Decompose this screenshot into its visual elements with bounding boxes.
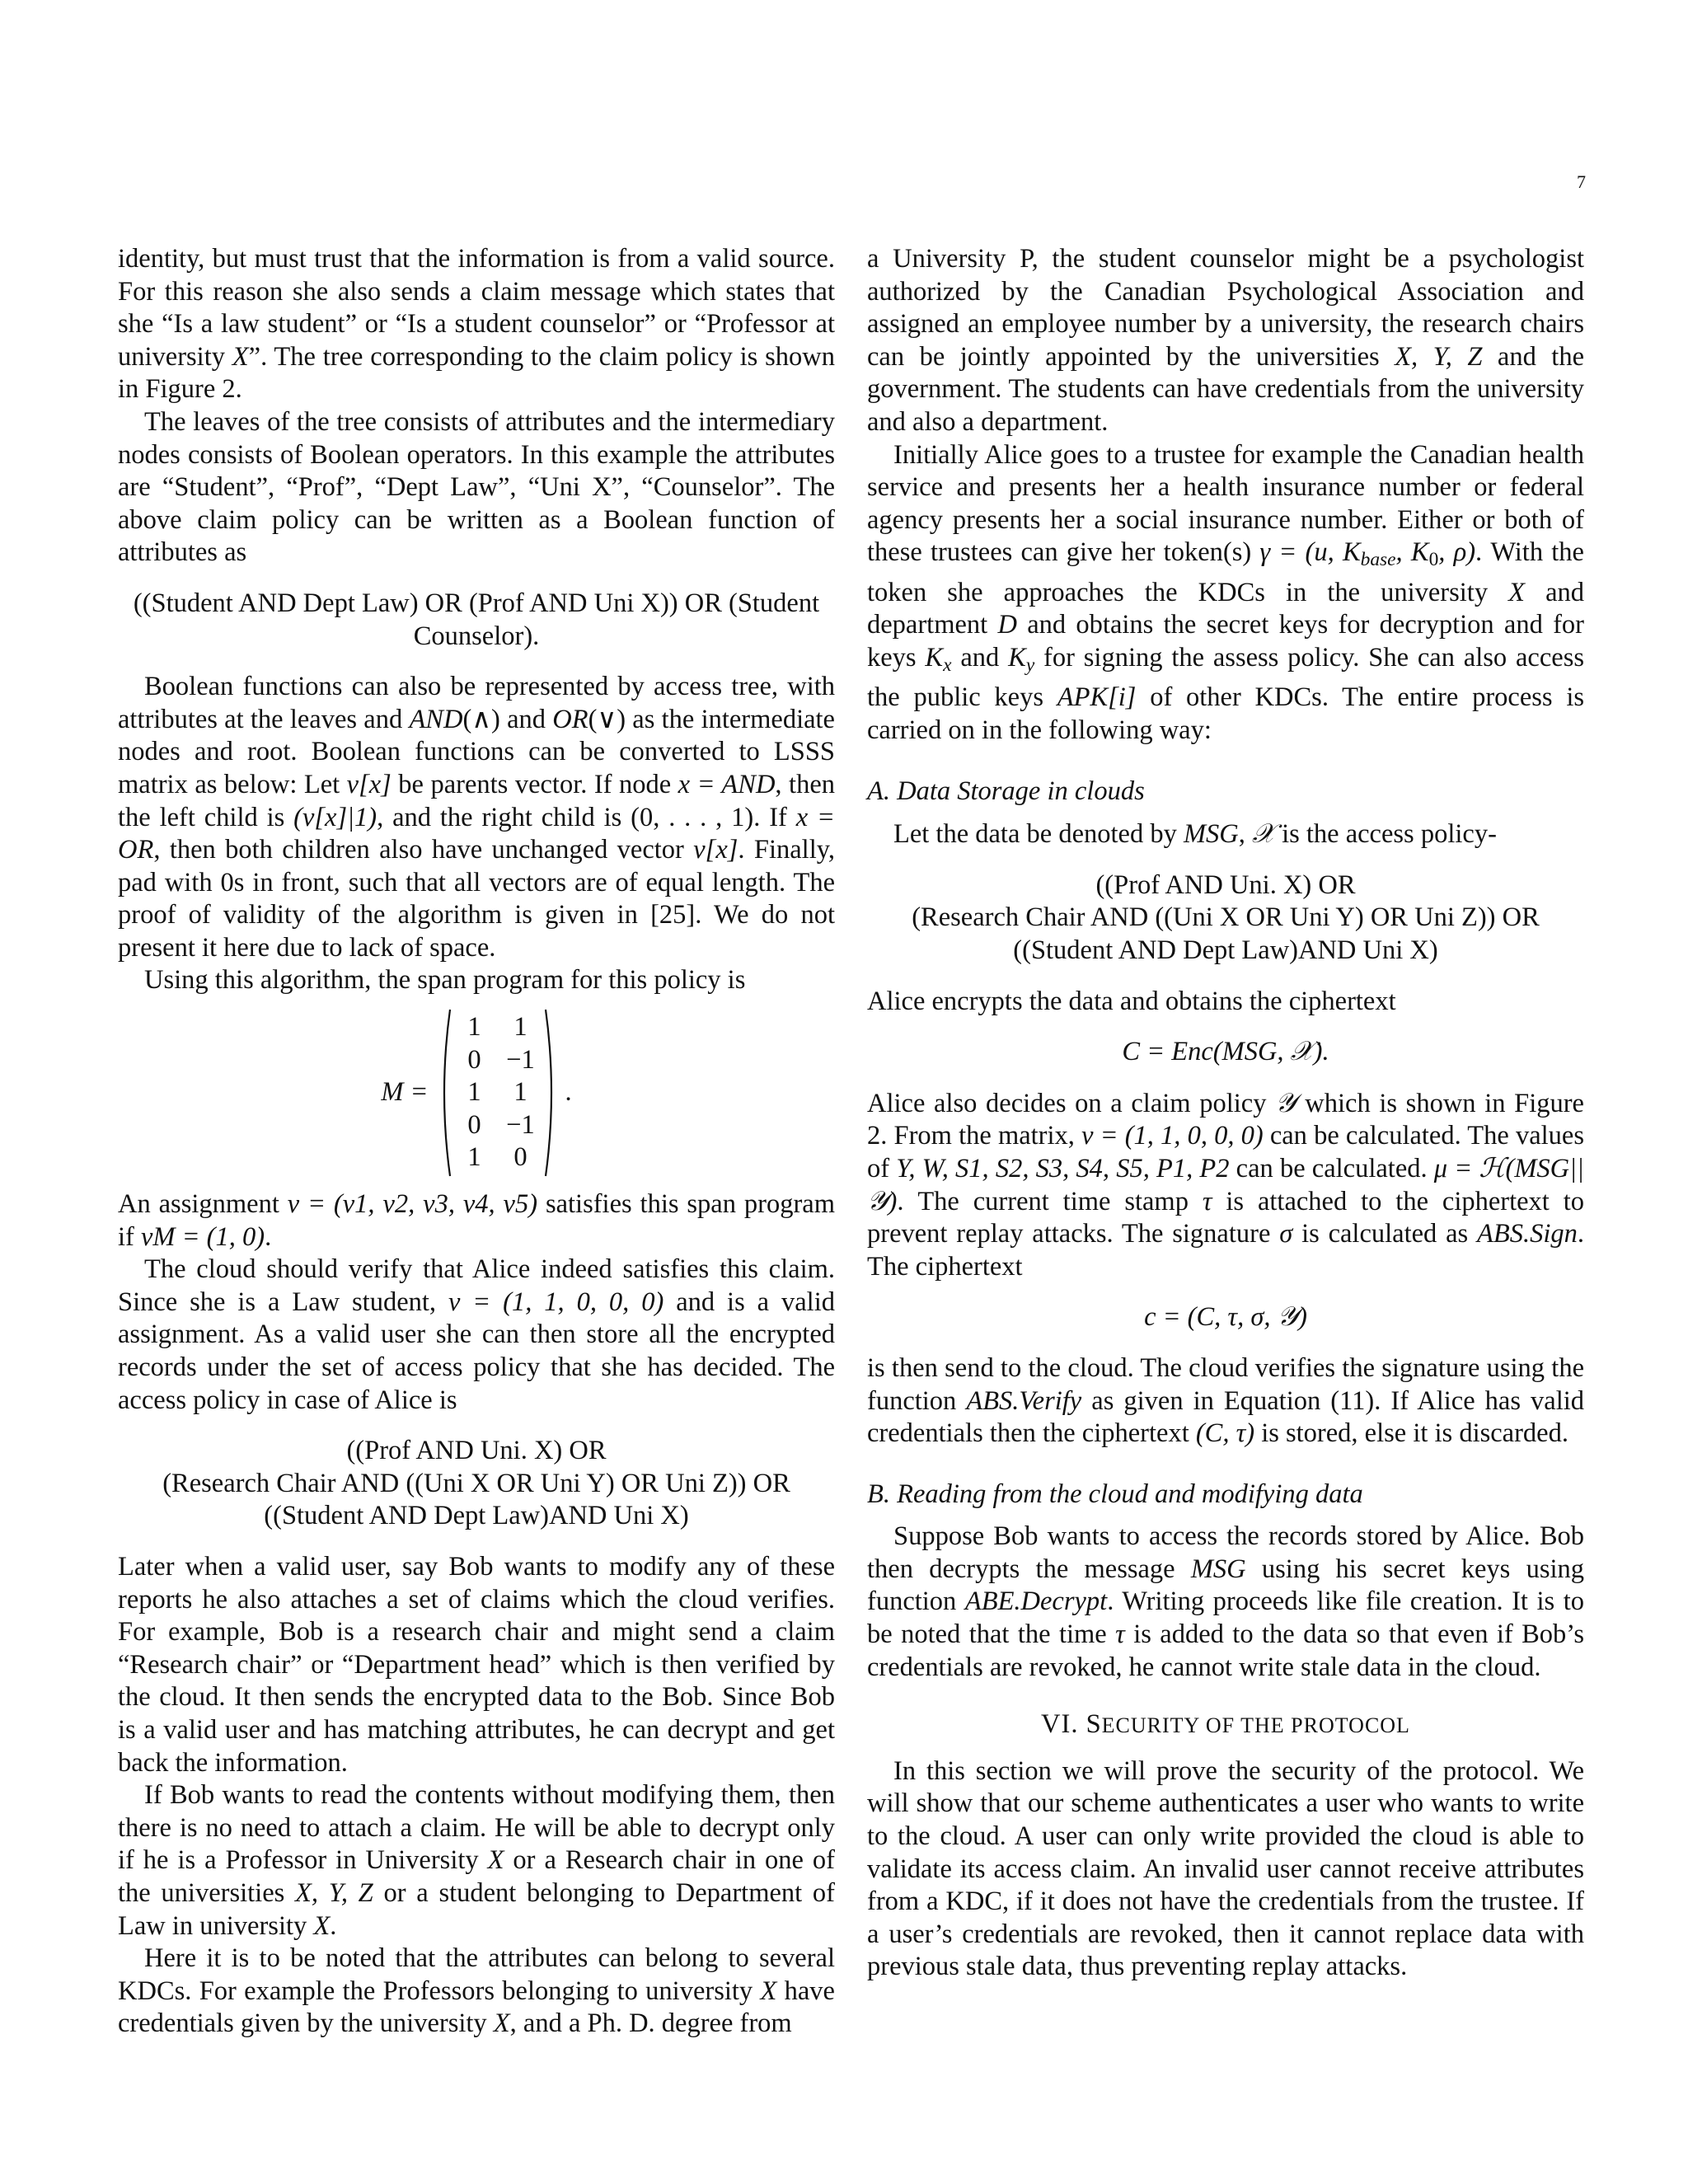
ciphertext-equation: c = (C, τ, σ, 𝒴) (1144, 1302, 1307, 1333)
paragraph: Using this algorithm, the span program for this policy is (144, 965, 746, 996)
matrix-cell: −1 (506, 1044, 535, 1075)
subsection-heading-b: B. Reading from the cloud and modifying data (867, 1479, 1363, 1509)
matrix-cell: 1 (513, 1077, 528, 1108)
paragraph: The leaves of the tree consists of attributes and the intermediary nodes consists of Boolean operators. In this example the attributes are “Student”, “Prof”, “Dept Law”, “Uni X”, “Counselor”. The above claim policy can be written as a Boolean function of attributes as (118, 406, 835, 568)
matrix-cell: −1 (506, 1109, 535, 1140)
claim-policy-formula: ((Student AND Dept Law) OR (Prof AND Uni X)) OR (Student Counselor). (133, 588, 820, 651)
paragraph: An assignment v = (v1, v2, v3, v4, v5) satisfies this span program if vM = (1, 0). (118, 1189, 835, 1252)
matrix-lhs: M = (381, 1077, 429, 1108)
span-program-matrix (118, 1004, 835, 1182)
paragraph: Alice also decides on a claim policy 𝒴 which is shown in Figure 2. From the matrix, v = (1, 1, 0, 0, 0) can be calculated. The values of Y, W, S1, S2, S3, S4, S5, P1, P2 can be calculated. μ = ℋ(MSG||𝒴). The current time stamp τ is attached to the ciphertext to prevent replay attacks. The signature σ is calculated as ABS.Sign. The ciphertext (867, 1086, 1584, 1282)
paragraph: Here it is to be noted that the attributes can belong to several KDCs. For example the Professors belonging to university X have credentials given by the university X, and a Ph. D. degree from (118, 1943, 835, 2039)
paragraph: The cloud should verify that Alice indeed satisfies this claim. Since she is a Law student, v = (1, 1, 0, 0, 0) and is a valid assignment. As a valid user she can then store all the encrypted records under the set of access policy that she has decided. The access policy in case of Alice is (118, 1254, 835, 1415)
matrix-cell: 0 (513, 1142, 528, 1173)
section-heading: VI. SECURITY OF THE PROTOCOL (1041, 1709, 1410, 1740)
matrix-cell: 1 (467, 1012, 481, 1043)
paragraph: Later when a valid user, say Bob wants to modify any of these reports he also attaches a set of claims which the cloud verifies. For example, Bob is a research chair and might send a claim “Research chair” or “Department head” which is then verified by the cloud. It then sends the encrypted data to the Bob. Since Bob is a valid user and has matching attributes, he can decrypt and get back the information. (118, 1552, 835, 1778)
paragraph: a University P, the student counselor might be a psychologist authorized by the Canadian Psychological Association and assigned an employee number by a university, the research chairs can be jointly appointed by the universities X, Y, Z and the government. The students can have credentials from the university and also a department. (867, 244, 1585, 437)
paragraph: Suppose Bob wants to access the records stored by Alice. Bob then decrypts the message MSG using his secret keys using function ABE.Decrypt. Writing proceeds like file creation. It is to be noted that the time τ is added to the data so that even if Bob’s credentials are revoked, he cannot write stale data in the cloud. (867, 1521, 1585, 1682)
right-paren-icon (544, 1008, 559, 1178)
paragraph: identity, but must trust that the information is from a valid source. For this reason she also sends a claim message which states that she “Is a law student” or “Is a student counselor” or “Professor at university X”. The tree corresponding to the claim policy is shown in Figure 2. (118, 244, 835, 405)
matrix-cell: 1 (513, 1012, 528, 1043)
policy-line: ((Student AND Dept Law)AND Uni X) (264, 1501, 689, 1531)
paragraph: Let the data be denoted by MSG, 𝒳 is the access policy- (893, 818, 1497, 850)
right-column (867, 243, 1584, 1984)
matrix-entries (452, 1011, 544, 1174)
paragraph: is then send to the cloud. The cloud verifies the signature using the function ABS.Verify as given in Equation (11). If Alice has valid credentials then the ciphertext (C, τ) is stored, else it is discarded. (867, 1352, 1584, 1449)
paragraph: If Bob wants to read the contents without modifying them, then there is no need to attach a claim. He will be able to decrypt only if he is a Professor in University X or a Research chair in one of the universities X, Y, Z or a student belonging to Department of Law in university X. (118, 1780, 835, 1941)
access-policy-block (118, 1435, 835, 1533)
encryption-equation: C = Enc(MSG, 𝒳). (1122, 1037, 1329, 1067)
matrix-cell: 0 (467, 1044, 481, 1075)
policy-line: (Research Chair AND ((Uni X OR Uni Y) OR Uni Z)) OR (162, 1468, 790, 1498)
paragraph: Boolean functions can also be represented by access tree, with attributes at the leaves and AND(∧) and OR(∨) as the intermediate nodes and root. Boolean functions can be converted to LSSS matrix as below: Let v[x] be parents vector. If node x = AND, then the left child is (v[x]|1), and the right child is (0, . . . , 1). If x = OR, then both children also have unchanged vector v[x]. Finally, pad with 0s in front, such that all vectors are of equal length. The proof of validity of the algorithm is given in [25]. We do not present it here due to lack of space. (118, 672, 835, 963)
access-policy-block (867, 869, 1584, 968)
left-column (118, 243, 835, 2041)
matrix-end: . (565, 1077, 572, 1108)
matrix-cell: 1 (467, 1142, 481, 1173)
page-number: 7 (1577, 171, 1586, 192)
matrix-cell: 1 (467, 1077, 481, 1108)
paragraph: Alice encrypts the data and obtains the ciphertext (867, 986, 1396, 1016)
policy-line: ((Student AND Dept Law)AND Uni X) (1013, 935, 1438, 965)
subsection-heading-a: A. Data Storage in clouds (867, 776, 1145, 806)
policy-line: ((Prof AND Uni. X) OR (1095, 869, 1356, 900)
policy-line: (Research Chair AND ((Uni X OR Uni Y) OR Uni Z)) OR (912, 902, 1540, 933)
policy-line: ((Prof AND Uni. X) OR (346, 1436, 607, 1466)
matrix-cell: 0 (467, 1109, 481, 1140)
paragraph: In this section we will prove the security of the protocol. We will show that our scheme authenticates a user who wants to write to the cloud. A user can only write provided the cloud is able to validate its access claim. An invalid user cannot receive attributes from a KDC, if it does not have the credentials from the trustee. If a user’s credentials are revoked, then it cannot replace data with previous stale data, thus preventing replay attacks. (867, 1755, 1584, 1982)
paragraph: Initially Alice goes to a trustee for example the Canadian health service and presents her a health insurance number or federal agency presents her a social insurance number. Either or both of these trustees can give her token(s) γ = (u, $K_{base}$, $K_0$, ρ). With the token she approaches the KDCs in the university X and department D and obtains the secret keys for decryption and for keys $K_x$ and $K_y$ for signing the assess policy. She can also access the public keys APK[i] of other KDCs. The entire process is carried on in the following way: (867, 439, 1584, 745)
left-paren-icon (437, 1008, 452, 1178)
